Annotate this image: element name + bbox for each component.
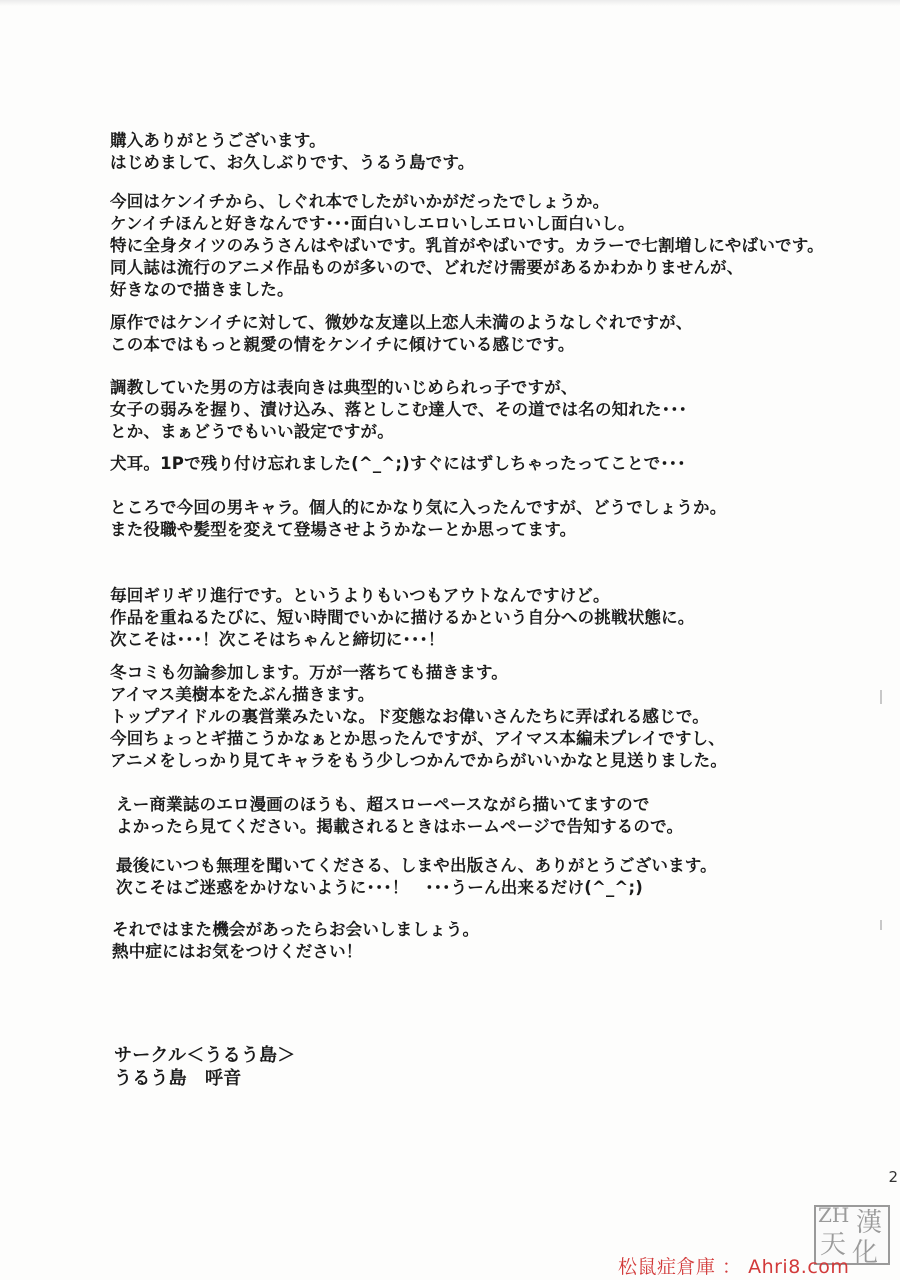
scan-edge-mark [880,690,882,704]
text-line: また役職や髪型を変えて登場させようかなーとか思ってます。 [110,520,577,539]
text-line: 好きなので描きました。 [110,280,294,299]
text-line: とか、まぁどうでもいい設定ですが。 [110,422,394,441]
text-line: 熱中症にはお気をつけください！ [112,942,363,961]
text-line: 女子の弱みを握り、漬け込み、落としこむ達人で、その道では名の知れた･･･ [110,400,688,419]
text-line: それではまた機会があったらお会いしましょう。 [112,920,480,939]
text-line: 犬耳。1Pで残り付け忘れました(^_^;)すぐにはずしちゃったってことで･･･ [110,454,686,473]
text-line: 調教していた男の方は表向きは典型的いじめられっ子ですが、 [110,378,578,397]
text-line: 作品を重ねるたびに、短い時間でいかに描けるかという自分への挑戦状態に。 [110,608,695,627]
text-line: アニメをしっかり見てキャラをもう少しつかんでからがいいかなと見送りました。 [110,751,728,770]
text-line: トップアイドルの裏営業みたいな。ド変態なお偉いさんたちに弄ばれる感じで。 [110,707,709,726]
circle-name: サークル＜うるう島＞ [114,1045,296,1066]
text-line: 今回ちょっとギ描こうかなぁとか思ったんですが、アイマス本編未プレイですし、 [110,729,725,748]
text-line: よかったら見てください。掲載されるときはホームページで告知するので。 [116,817,684,836]
scan-edge-mark [880,920,882,930]
text-line: 冬コミも勿論参加します。万が一落ちても描きます。 [110,663,508,682]
text-line: ところで今回の男キャラ。個人的にかなり気に入ったんですが、どうでしょうか。 [110,498,727,517]
text-line: この本ではもっと親愛の情をケンイチに傾けている感じです。 [110,335,575,354]
text-line: 次こそは･･･！次こそはちゃんと締切に･･･！ [110,630,445,649]
text-line: 毎回ギリギリ進行です。というよりもいつもアウトなんですけど。 [110,586,610,605]
text-line: 最後にいつも無理を聞いてくださる、しまや出版さん、ありがとうございます。 [116,856,717,875]
scan-edge-shadow [0,0,900,6]
text-line: 特に全身タイツのみうさんはやばいです。乳首がやばいです。カラーで七割増しにやばいです。 [110,236,824,255]
page-number: 2 [888,1168,898,1186]
text-line: えー商業誌のエロ漫画のほうも、超スローペースながら描いてますので [116,795,650,814]
stamp-char: 天 [820,1230,847,1260]
text-line: 原作ではケンイチに対して、微妙な友達以上恋人未満のようなしぐれですが、 [110,313,693,332]
text-line: 次こそはご迷惑をかけないように･･･！ ･･･うーん出来るだけ(^_^;) [116,878,643,897]
stamp-char: 化 [852,1238,879,1268]
text-line: アイマス美樹本をたぶん描きます。 [110,685,375,704]
text-line: 今回はケンイチから、しぐれ本でしたがいかがだったでしょうか。 [110,192,610,211]
stamp-char: ZH [818,1203,850,1227]
author-name: うるう島 呼音 [114,1068,242,1089]
stamp-char: 漢 [856,1208,883,1238]
text-line: 同人誌は流行のアニメ作品ものが多いので、どれだけ需要があるかわかりませんが、 [110,258,744,277]
text-line: はじめまして、お久しぶりです、うるう島です。 [110,153,475,172]
text-line: 購入ありがとうございます。 [110,131,326,150]
text-line: ケンイチほんと好きなんです･･･面白いしエロいしエロいし面白いし。 [110,214,635,233]
watermark-text: 松鼠症倉庫 ： Ahri8.com [618,1256,850,1278]
